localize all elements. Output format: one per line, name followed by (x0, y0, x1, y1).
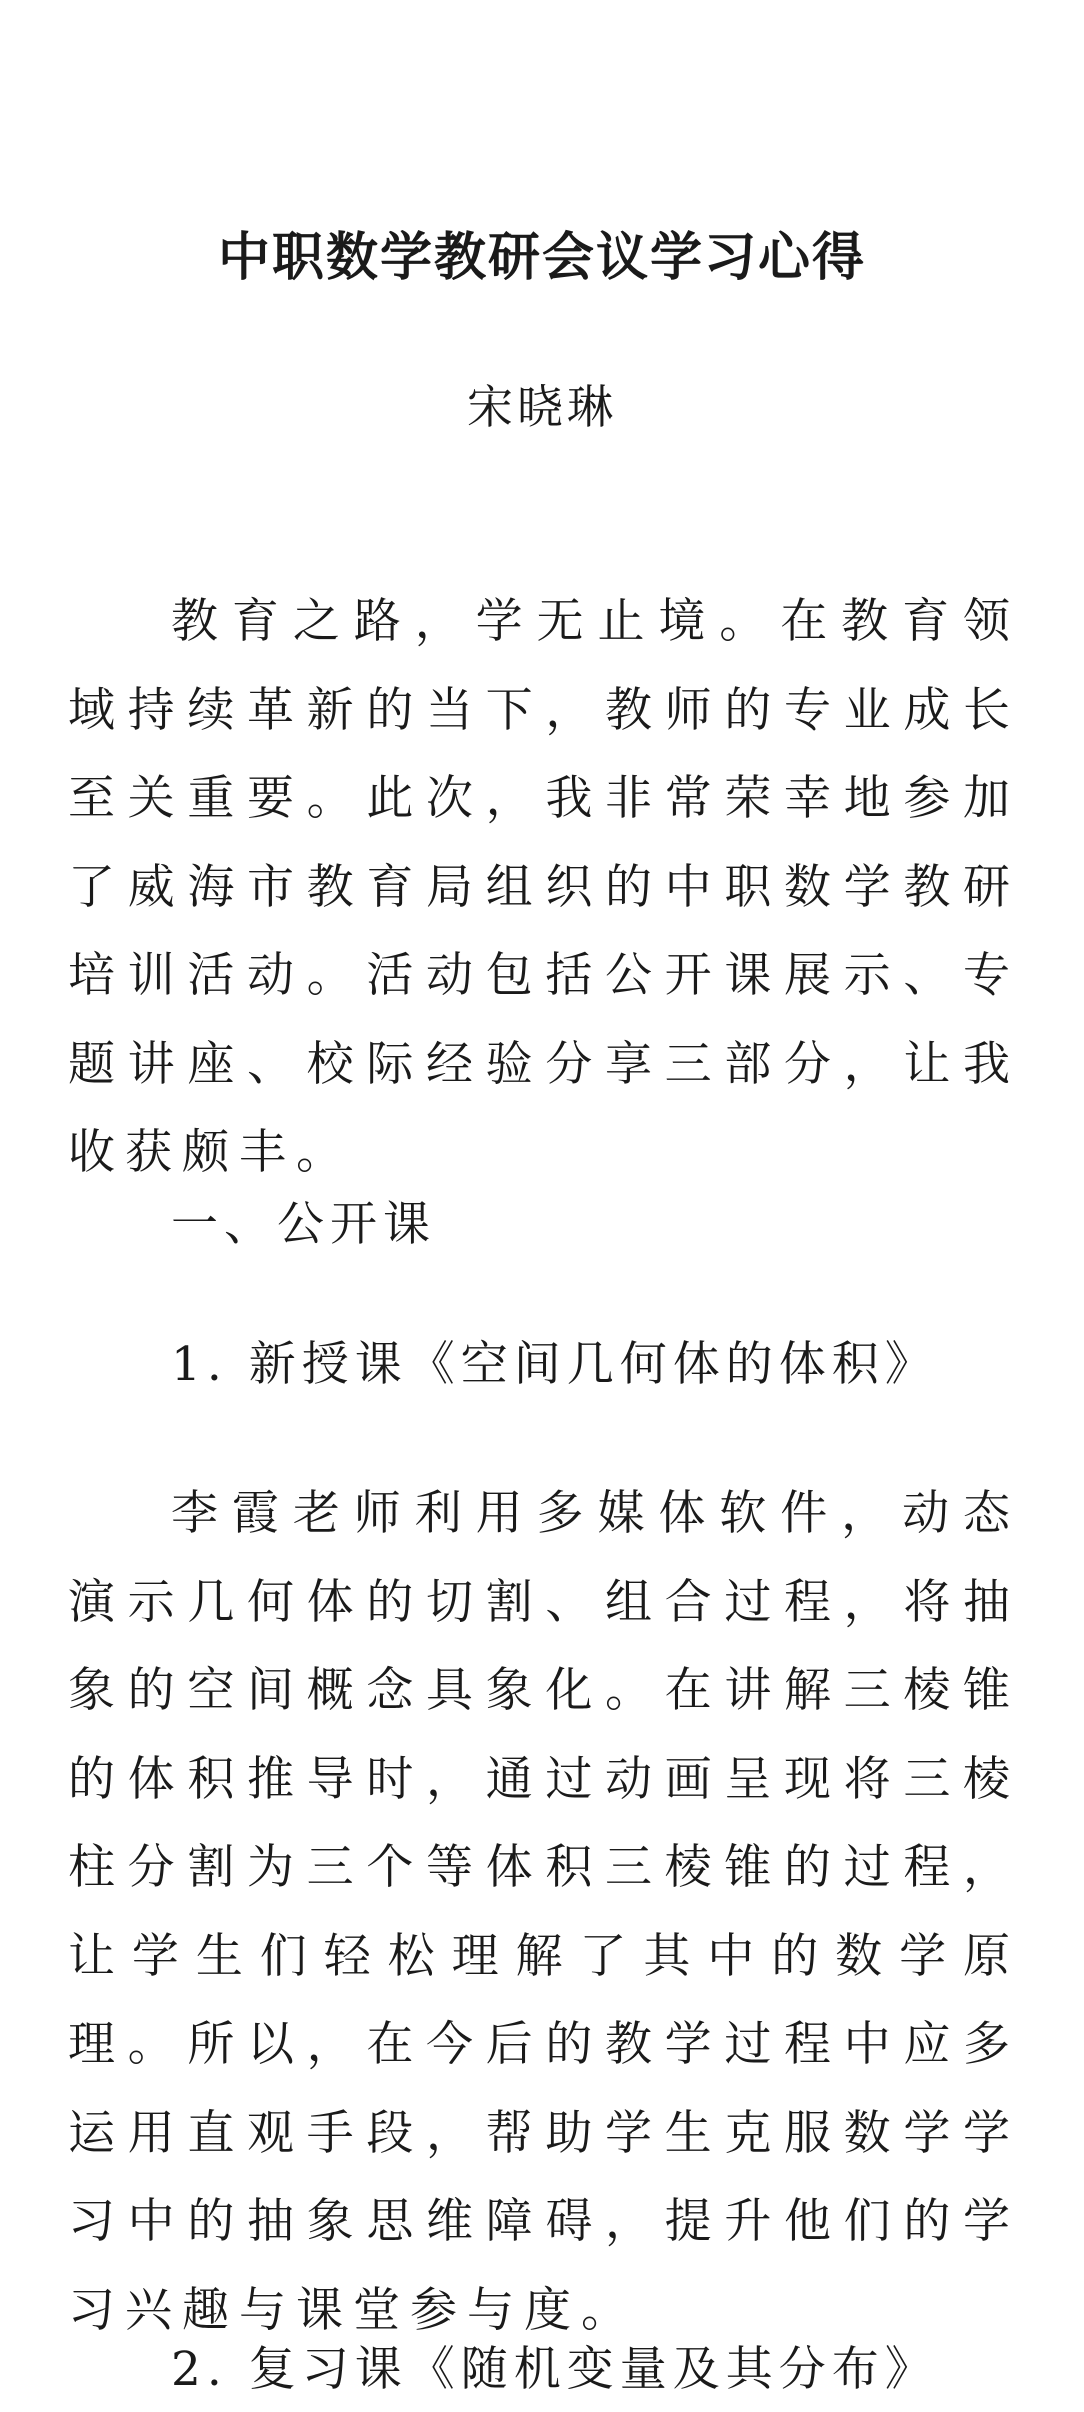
subheading-review-lesson: 2. 复习课《随机变量及其分布》 (171, 2342, 938, 2397)
author-name: 宋晓琳 (467, 380, 617, 434)
section-heading-open-class: 一、公开课 (171, 1197, 436, 1252)
subheading-new-lesson: 1. 新授课《空间几何体的体积》 (171, 1337, 938, 1392)
intro-paragraph: 教育之路，学无止境。在教育领域持续革新的当下，教师的专业成长至关重要。此次，我非常荣幸地参加了威海市教育局组织的中职数学教研培训活动。活动包括公开课展示、专题讲座、校际经验分享三部分，让我收获颇丰。 (68, 594, 1020, 1180)
paragraph-new-lesson: 李霞老师利用多媒体软件，动态演示几何体的切割、组合过程，将抽象的空间概念具象化。在讲解三棱锥的体积推导时，通过动画呈现将三棱柱分割为三个等体积三棱锥的过程，让学生们轻松理解了其中的数学原理。所以，在今后的教学过程中应多运用直观手段，帮助学生克服数学学习中的抽象思维障碍，提升他们的学习兴趣与课堂参与度。 (68, 1486, 1020, 2338)
document-title: 中职数学教研会议学习心得 (217, 227, 866, 288)
